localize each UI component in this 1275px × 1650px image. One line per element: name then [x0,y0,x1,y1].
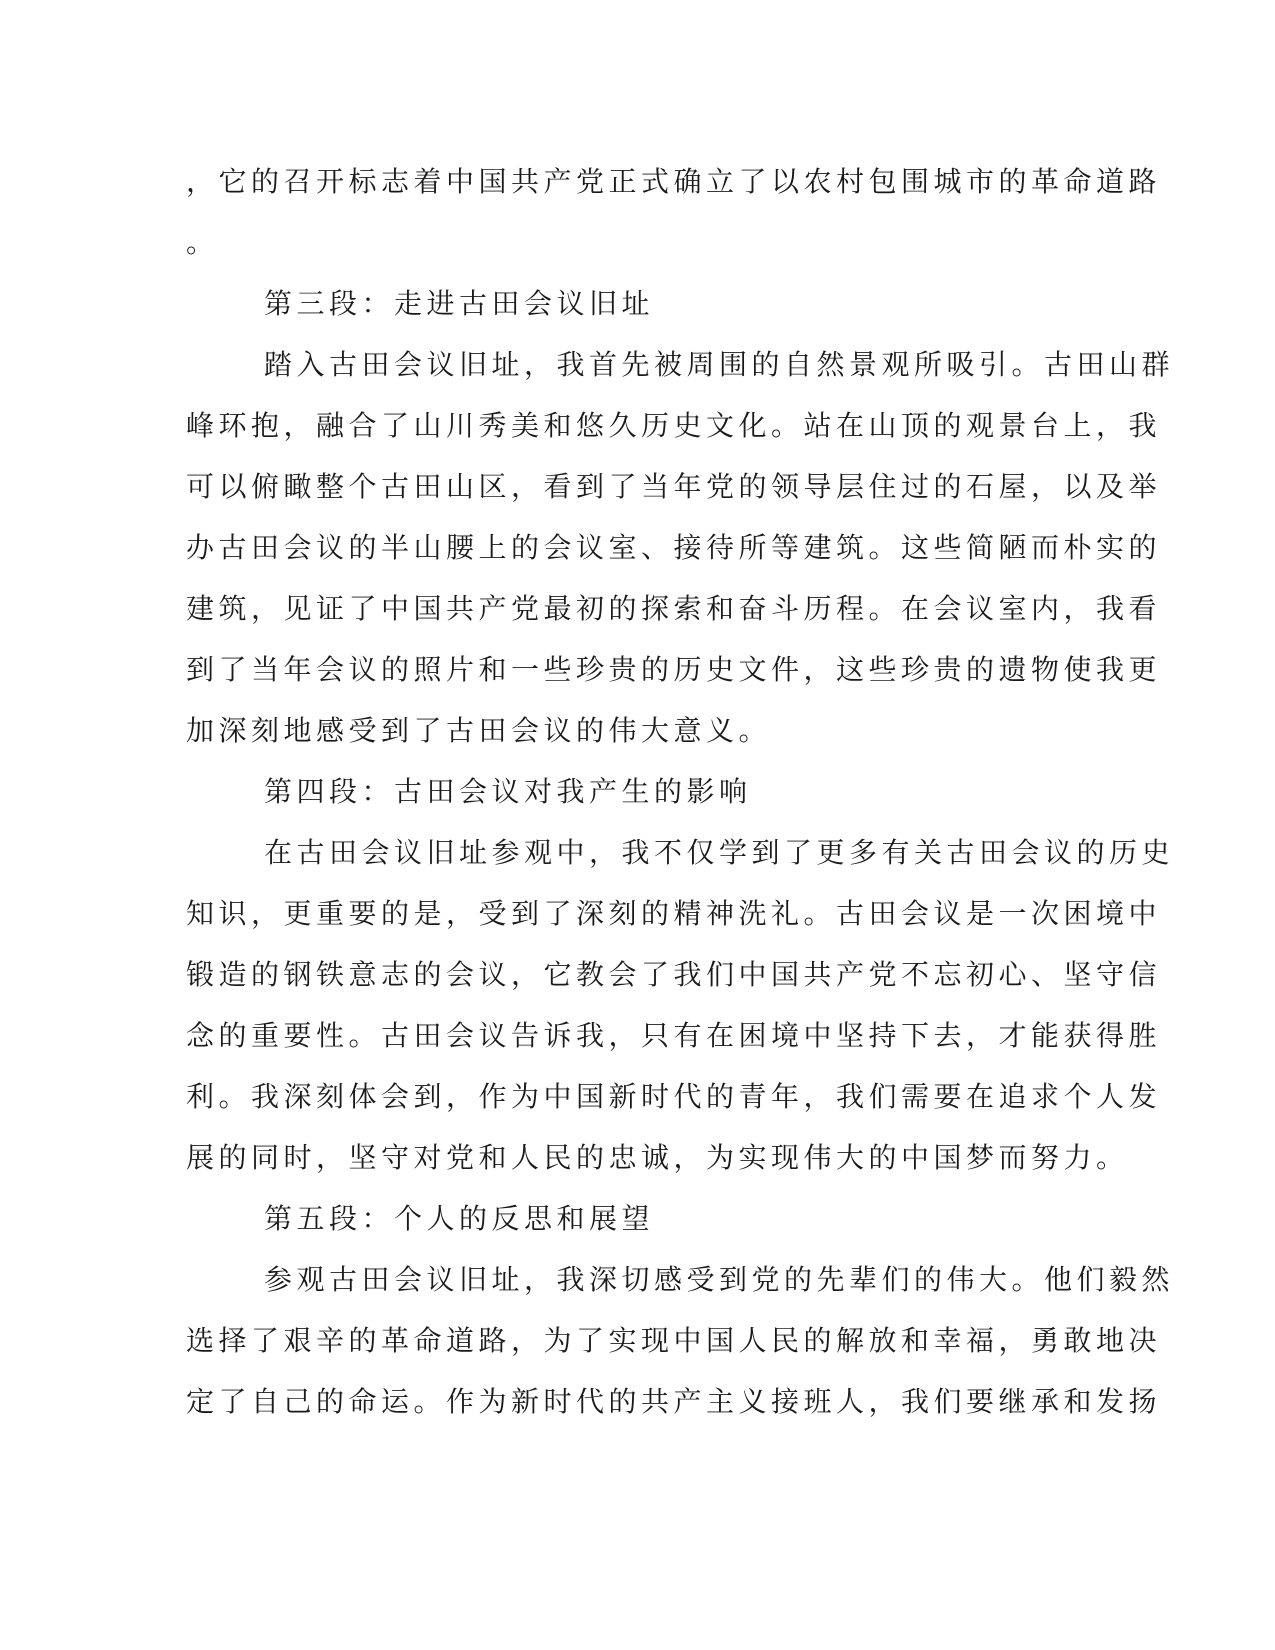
paragraph-line: 可以俯瞰整个古田山区，看到了当年党的领导层住过的石屋，以及举 [186,470,1162,503]
section-heading-4: 第四段：古田会议对我产生的影响 [264,775,752,808]
paragraph-line: 加深刻地感受到了古田会议的伟大意义。 [186,714,772,747]
paragraph-line: 利。我深刻体会到，作为中国新时代的青年，我们需要在追求个人发 [186,1080,1162,1113]
paragraph-line: 踏入古田会议旧址，我首先被周围的自然景观所吸引。古田山群 [264,348,1175,381]
paragraph-line: 办古田会议的半山腰上的会议室、接待所等建筑。这些简陋而朴实的 [186,531,1162,564]
paragraph-line: 念的重要性。古田会议告诉我，只有在困境中坚持下去，才能获得胜 [186,1019,1162,1052]
paragraph-line: 选择了艰辛的革命道路，为了实现中国人民的解放和幸福，勇敢地决 [186,1324,1162,1357]
paragraph-line: 展的同时，坚守对党和人民的忠诚，为实现伟大的中国梦而努力。 [186,1141,1129,1174]
paragraph-line: 参观古田会议旧址，我深切感受到党的先辈们的伟大。他们毅然 [264,1263,1175,1296]
paragraph-line: 在古田会议旧址参观中，我不仅学到了更多有关古田会议的历史 [264,836,1175,869]
paragraph-line: 。 [186,226,219,259]
section-heading-5: 第五段：个人的反思和展望 [264,1202,655,1235]
paragraph-line: 到了当年会议的照片和一些珍贵的历史文件，这些珍贵的遗物使我更 [186,653,1162,686]
paragraph-line: 峰环抱，融合了山川秀美和悠久历史文化。站在山顶的观景台上，我 [186,409,1162,442]
paragraph-line: ，它的召开标志着中国共产党正式确立了以农村包围城市的革命道路 [186,165,1162,198]
paragraph-line: 定了自己的命运。作为新时代的共产主义接班人，我们要继承和发扬 [186,1385,1162,1418]
paragraph-line: 知识，更重要的是，受到了深刻的精神洗礼。古田会议是一次困境中 [186,897,1162,930]
section-heading-3: 第三段：走进古田会议旧址 [264,287,655,320]
document-body [186,160,1175,1441]
paragraph-line: 锻造的钢铁意志的会议，它教会了我们中国共产党不忘初心、坚守信 [186,958,1162,991]
paragraph-line: 建筑，见证了中国共产党最初的探索和奋斗历程。在会议室内，我看 [186,592,1162,625]
